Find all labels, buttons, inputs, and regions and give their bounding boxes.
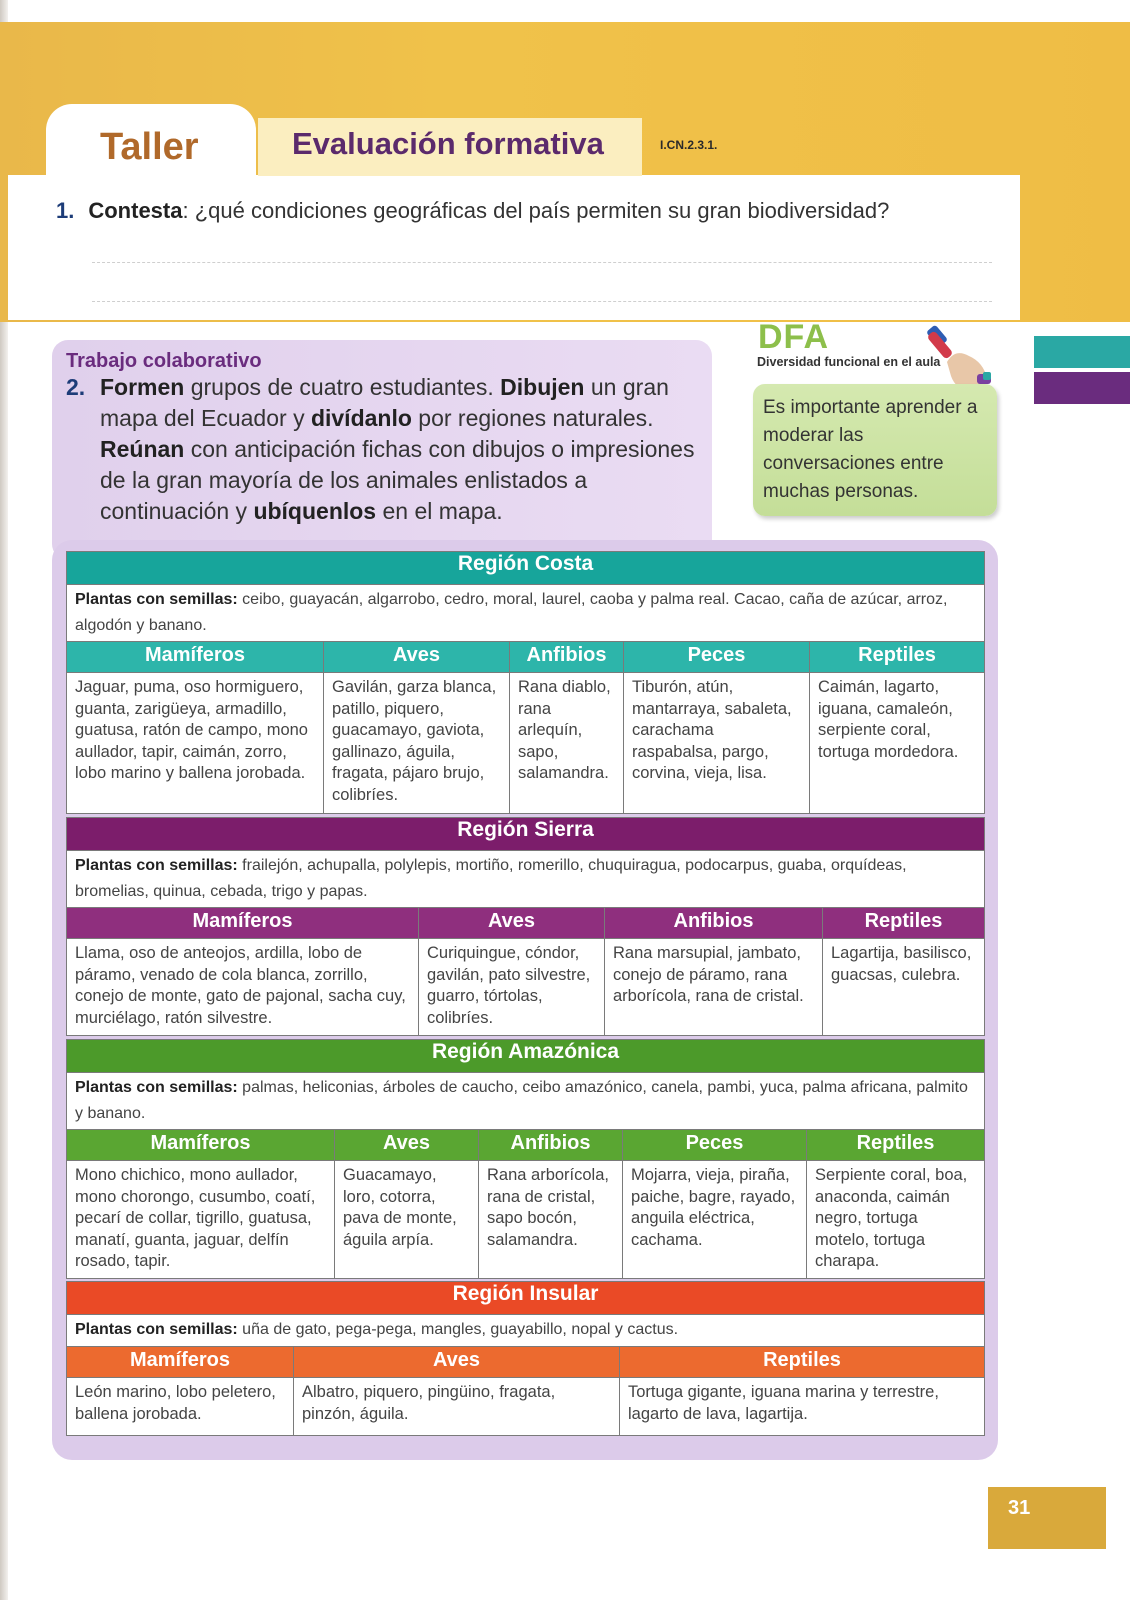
question-1-number: 1.	[56, 198, 75, 223]
column-header: Mamíferos	[67, 1130, 335, 1161]
table-cell: Tiburón, atún, mantarraya, sabaleta, carachama raspabalsa, pargo, corvina, vieja, lisa.	[624, 673, 810, 814]
question-panel	[8, 175, 1020, 320]
question-2-text	[100, 372, 710, 527]
table-cell: Llama, oso de anteojos, ardilla, lobo de páramo, venado de cola blanca, zorrillo, conejo de monte, gato de pajonal, sacha cuy, murciélago, ratón silvestre.	[67, 939, 419, 1036]
plants-label: Plantas con semillas:	[75, 857, 238, 874]
region-title: Región Amazónica	[67, 1040, 985, 1073]
column-header: Reptiles	[620, 1347, 985, 1378]
column-header: Mamíferos	[67, 1347, 294, 1378]
dfa-note	[753, 384, 997, 516]
table-cell: Gavilán, garza blanca, patillo, piquero, guacamayo, gaviota, gallinazo, águila, fragata, pájaro brujo, colibríes.	[324, 673, 510, 814]
plants-text: palmas, heliconias, árboles de caucho, ceibo amazónico, canela, pambi, yuca, palma africana, palmito y banano.	[75, 1079, 968, 1122]
dfa-text: Es importante aprender a moderar las conversaciones entre muchas personas.	[763, 397, 978, 502]
region-title: Región Insular	[67, 1282, 985, 1315]
column-header: Peces	[624, 642, 810, 673]
curriculum-code: I.CN.2.3.1.	[660, 138, 718, 152]
column-header: Anfibios	[510, 642, 624, 673]
region-costa-table	[66, 551, 985, 814]
region-insular-table	[66, 1281, 985, 1436]
plants-text: uña de gato, pega-pega, mangles, guayabillo, nopal y cactus.	[237, 1321, 679, 1338]
plants-row	[67, 851, 985, 908]
plants-label: Plantas con semillas:	[75, 1079, 238, 1096]
table-cell: Mono chichico, mono aullador, mono chorongo, cusumbo, coatí, pecarí de collar, tigrillo, guatusa, manatí, guanta, jaguar, delfín rosado, tapir.	[67, 1161, 335, 1279]
plants-row	[67, 585, 985, 642]
plants-label: Plantas con semillas:	[75, 591, 238, 608]
column-header: Aves	[419, 908, 605, 939]
keyword: divídanlo	[310, 405, 412, 431]
dfa-logo: DFA	[758, 318, 829, 356]
table-cell: Rana arborícola, rana de cristal, sapo bocón, salamandra.	[479, 1161, 623, 1279]
taller-label: Taller	[100, 126, 199, 168]
table-cell: Mojarra, vieja, piraña, paiche, bagre, rayado, anguila eléctrica, cachama.	[623, 1161, 807, 1279]
keyword: Reúnan	[100, 436, 185, 462]
table-cell: Lagartija, basilisco, guacsas, culebra.	[823, 939, 985, 1036]
keyword: Formen	[100, 374, 185, 400]
plants-label: Plantas con semillas:	[75, 1321, 238, 1338]
column-header: Anfibios	[605, 908, 823, 939]
text: por regiones naturales.	[411, 405, 654, 431]
section-title: Trabajo colaborativo	[66, 350, 262, 372]
side-bar-teal	[1034, 336, 1130, 368]
keyword: Dibujen	[500, 374, 585, 400]
column-header: Peces	[623, 1130, 807, 1161]
table-cell: Caimán, lagarto, iguana, camaleón, serpiente coral, tortuga mordedora.	[810, 673, 985, 814]
text: con anticipación fichas con dibujos o impresiones de la gran mayoría de los animales enlistados a continuación y	[100, 436, 695, 524]
question-2-number: 2.	[66, 374, 86, 400]
table-cell: Jaguar, puma, oso hormiguero, guanta, zarigüeya, armadillo, guatusa, ratón de campo, mono aullador, tapir, caimán, zorro, lobo marino y ballena jorobada.	[67, 673, 324, 814]
region-title: Región Sierra	[67, 818, 985, 851]
plants-text: ceibo, guayacán, algarrobo, cedro, moral, laurel, caoba y palma real. Cacao, caña de azúcar, arroz, algodón y banano.	[75, 591, 948, 634]
column-header: Reptiles	[810, 642, 985, 673]
question-1-text: : ¿qué condiciones geográficas del país permiten su gran biodiversidad?	[182, 198, 890, 223]
dfa-subtitle: Diversidad funcional en el aula	[757, 355, 941, 369]
side-bar-purple	[1034, 372, 1130, 404]
page-number-tab	[988, 1487, 1106, 1549]
table-cell: Guacamayo, loro, cotorra, pava de monte, águila arpía.	[335, 1161, 479, 1279]
page-number: 31	[1008, 1497, 1031, 1519]
question-1-keyword: Contesta	[88, 198, 183, 223]
column-header: Aves	[335, 1130, 479, 1161]
evaluation-tab	[258, 118, 642, 176]
table-cell: Rana marsupial, jambato, conejo de páramo, rana arborícola, rana de cristal.	[605, 939, 823, 1036]
region-title: Región Costa	[67, 552, 985, 585]
table-cell: Albatro, piquero, pingüino, fragata, pinzón, águila.	[294, 1378, 620, 1436]
plants-row	[67, 1315, 985, 1347]
column-header: Aves	[324, 642, 510, 673]
keyword: ubíquenlos	[253, 498, 377, 524]
region-amazonica-table	[66, 1039, 985, 1279]
column-header: Mamíferos	[67, 908, 419, 939]
text: grupos de cuatro estudiantes.	[184, 374, 501, 400]
table-cell: Serpiente coral, boa, anaconda, caimán negro, tortuga motelo, tortuga charapa.	[807, 1161, 985, 1279]
table-cell: Tortuga gigante, iguana marina y terrestre, lagarto de lava, lagartija.	[620, 1378, 985, 1436]
region-sierra-table	[66, 817, 985, 1036]
table-cell: Curiquingue, cóndor, gavilán, pato silvestre, guarro, tórtolas, colibríes.	[419, 939, 605, 1036]
column-header: Reptiles	[807, 1130, 985, 1161]
plants-text: frailejón, achupalla, polylepis, mortiño, romerillo, chuquiragua, podocarpus, guaba, orquídeas, bromelias, quinua, cebada, trigo y papas.	[75, 857, 907, 900]
text: un gran mapa del Ecuador y	[100, 374, 669, 431]
text: en el mapa.	[376, 498, 503, 524]
answer-line	[92, 301, 992, 302]
column-header: Aves	[294, 1347, 620, 1378]
evaluation-label: Evaluación formativa	[292, 126, 604, 161]
column-header: Reptiles	[823, 908, 985, 939]
table-cell: León marino, lobo peletero, ballena jorobada.	[67, 1378, 294, 1436]
column-header: Mamíferos	[67, 642, 324, 673]
column-header: Anfibios	[479, 1130, 623, 1161]
question-1	[56, 198, 889, 224]
table-cell: Rana diablo, rana arlequín, sapo, salamandra.	[510, 673, 624, 814]
taller-tab	[46, 104, 256, 176]
answer-line	[92, 262, 992, 263]
plants-row	[67, 1073, 985, 1130]
